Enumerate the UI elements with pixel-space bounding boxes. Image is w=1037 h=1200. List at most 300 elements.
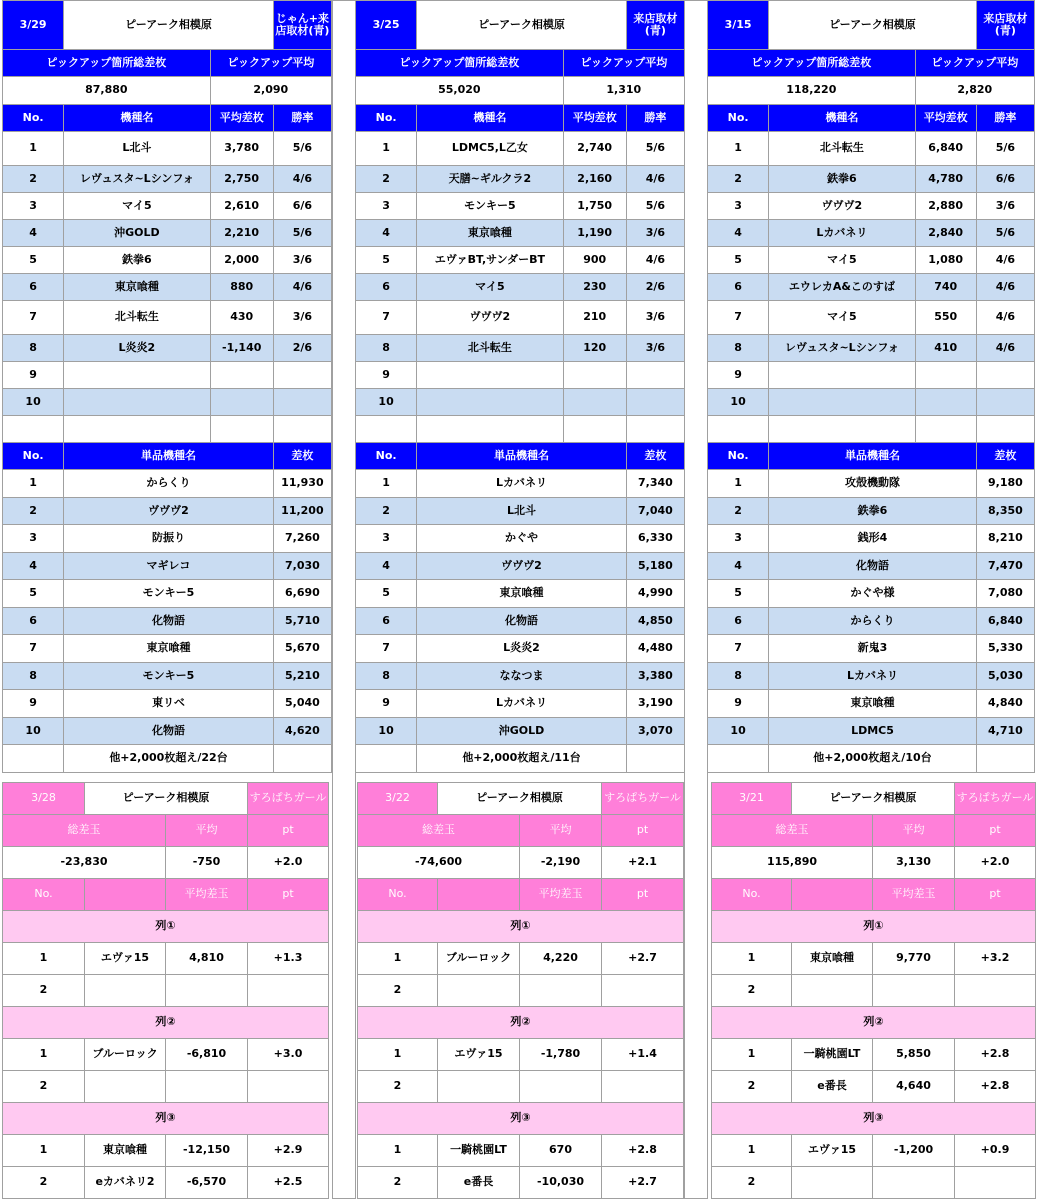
col-no: No. [712,879,792,911]
cell-avg: 4,220 [520,943,602,975]
cell-pt: +2.7 [602,1167,684,1199]
cell-no: 2 [712,1071,792,1103]
footer-text: 他+2,000枚超え/22台 [64,745,274,773]
cell-name: 鉄拳6 [64,247,210,274]
total-value: 115,890 [712,847,873,879]
cell-name [769,362,915,389]
cell-no: 8 [3,335,64,362]
cell-name [438,975,520,1007]
col-no: No. [708,105,769,132]
blue-panel-1 [2,0,332,773]
cell-avg: 1,750 [563,193,626,220]
cell-avg: 230 [563,274,626,301]
avg-value: 3,130 [873,847,955,879]
store-cell: ピーアーク相模原 [438,783,602,815]
cell-avg: 4,810 [166,943,248,975]
gap-column [332,0,356,1200]
footer-text: 他+2,000枚超え/11台 [417,745,627,773]
pink-panel-3 [711,782,1036,1199]
footer-spacer [708,745,769,773]
pt-value: +2.0 [248,847,329,879]
single-row [3,525,332,553]
cell-diff: 7,470 [976,553,1034,580]
date-cell: 3/21 [712,783,792,815]
group-row [3,911,329,943]
cell-pt: +2.8 [602,1135,684,1167]
cell-no: 3 [356,193,417,220]
cell-avg [210,362,273,389]
pink-header [3,783,329,815]
cell-name: エヴァ15 [85,943,166,975]
cell-no: 2 [356,166,417,193]
cell-no: 4 [708,220,769,247]
cell-no: 4 [356,220,417,247]
cell-no: 10 [3,389,64,416]
pick-row [3,274,332,301]
cell-avg: 210 [563,301,626,335]
gap-column [684,0,708,1200]
cell-no [3,416,64,443]
pick-row [3,335,332,362]
cell-no: 6 [708,274,769,301]
group-item-row [712,975,1036,1007]
cell-avg: 2,840 [915,220,976,247]
cell-avg: 670 [520,1135,602,1167]
group-item-row [3,1135,329,1167]
group-label: 列③ [358,1103,684,1135]
single-row [356,498,685,525]
cell-no: 10 [708,389,769,416]
cell-no [708,416,769,443]
pick-header-row [708,105,1035,132]
pick-row [3,301,332,335]
col-no: No. [3,105,64,132]
pt-value: +2.1 [602,847,684,879]
total-label: 総差玉 [358,815,520,847]
cell-avg: -1,200 [873,1135,955,1167]
date-cell: 3/22 [358,783,438,815]
cell-no: 2 [3,1167,85,1199]
pink-summary-label-row [3,815,329,847]
avg-label: 平均 [873,815,955,847]
group-item-row [358,1167,684,1199]
cell-name: ヴヴヴ2 [64,498,274,525]
cell-win [976,389,1034,416]
cell-no: 2 [3,1071,85,1103]
store-cell: ピーアーク相模原 [64,1,274,50]
cell-no: 7 [356,635,417,663]
col-avg: 平均差玉 [520,879,602,911]
cell-win: 6/6 [273,193,331,220]
cell-diff: 5,040 [273,690,331,718]
avg-value: -2,190 [520,847,602,879]
cell-no: 2 [3,975,85,1007]
cell-no: 6 [3,608,64,635]
cell-name: からくり [64,470,274,498]
cell-name: L炎炎2 [417,635,627,663]
cell-no: 9 [708,690,769,718]
footer-row [356,745,685,773]
cell-avg: 2,880 [915,193,976,220]
cell-avg: 1,190 [563,220,626,247]
cell-win: 4/6 [626,247,684,274]
event-cell: すろぱちガール [602,783,684,815]
cell-name [85,975,166,1007]
group-item-row [358,943,684,975]
cell-name: L北斗 [417,498,627,525]
cell-no: 9 [3,690,64,718]
cell-avg [166,1071,248,1103]
pink-summary-label-row [712,815,1036,847]
cell-diff: 4,710 [976,718,1034,745]
cell-no: 5 [708,580,769,608]
gap-cell [333,1,356,1199]
cell-no: 5 [356,247,417,274]
event-cell: じゃん+来店取材(青) [273,1,331,50]
cell-no: 1 [708,470,769,498]
col-pt: pt [955,879,1036,911]
cell-name [769,416,915,443]
single-row [3,718,332,745]
cell-no: 2 [358,1071,438,1103]
cell-no: 1 [358,943,438,975]
cell-win [273,389,331,416]
cell-avg: -10,030 [520,1167,602,1199]
summary-label-row [708,50,1035,77]
cell-win: 5/6 [976,220,1034,247]
cell-avg [873,975,955,1007]
cell-pt: +1.4 [602,1039,684,1071]
cell-name: ブルーロック [438,943,520,975]
pick-row [3,416,332,443]
cell-no: 6 [708,608,769,635]
avg-value: 2,090 [210,77,331,105]
cell-pt: +2.8 [955,1039,1036,1071]
cell-pt: +2.8 [955,1071,1036,1103]
col-no: No. [708,443,769,470]
pick-row [708,274,1035,301]
cell-no: 4 [708,553,769,580]
cell-avg [166,975,248,1007]
pink-col-header-row [3,879,329,911]
cell-name: 天膳~ギルクラ2 [417,166,563,193]
cell-name: ヴヴヴ2 [417,553,627,580]
cell-no: 2 [708,166,769,193]
cell-name: 鉄拳6 [769,498,977,525]
pick-row [356,247,685,274]
cell-name: レヴュスタ~Lシンフォ [769,335,915,362]
cell-name: エヴァBT,サンダーBT [417,247,563,274]
pink-summary-value-row [712,847,1036,879]
cell-win: 4/6 [976,247,1034,274]
single-header-row [708,443,1035,470]
single-row [356,580,685,608]
pick-row [356,132,685,166]
col-single-name: 単品機種名 [417,443,627,470]
cell-name: 化物語 [64,608,274,635]
cell-no: 6 [3,274,64,301]
pick-row [708,335,1035,362]
cell-win [273,362,331,389]
col-no: No. [356,105,417,132]
pick-row [708,193,1035,220]
cell-win: 5/6 [273,220,331,247]
col-diff: 差枚 [976,443,1034,470]
cell-avg [563,389,626,416]
cell-name: Lカバネリ [769,220,915,247]
cell-name: 防振り [64,525,274,553]
date-cell: 3/28 [3,783,85,815]
cell-name: e番長 [438,1167,520,1199]
footer-row [3,745,332,773]
col-avg: 平均差枚 [210,105,273,132]
cell-pt: +3.2 [955,943,1036,975]
cell-name: マギレコ [64,553,274,580]
cell-win: 4/6 [976,335,1034,362]
cell-avg: 430 [210,301,273,335]
cell-win [273,416,331,443]
cell-name: LDMC5 [769,718,977,745]
col-win: 勝率 [976,105,1034,132]
single-row [356,635,685,663]
group-row [712,1103,1036,1135]
date-cell: 3/25 [356,1,417,50]
pick-row [708,301,1035,335]
store-cell: ピーアーク相模原 [792,783,955,815]
cell-avg: 1,080 [915,247,976,274]
cell-no: 4 [3,220,64,247]
total-value: 118,220 [708,77,916,105]
gap-cell [685,1,708,1199]
cell-avg: 550 [915,301,976,335]
cell-diff: 8,350 [976,498,1034,525]
cell-avg [915,362,976,389]
cell-win: 2/6 [273,335,331,362]
cell-pt: +0.9 [955,1135,1036,1167]
cell-win: 3/6 [626,220,684,247]
cell-name: 東リベ [64,690,274,718]
cell-name: 東京喰種 [417,580,627,608]
cell-name: ヴヴヴ2 [417,301,563,335]
cell-win: 3/6 [273,247,331,274]
cell-no: 2 [3,166,64,193]
pick-row [356,193,685,220]
cell-name: 沖GOLD [64,220,210,247]
col-no: No. [3,879,85,911]
cell-avg: 2,210 [210,220,273,247]
group-label: 列② [712,1007,1036,1039]
cell-name: 攻殻機動隊 [769,470,977,498]
pink-panel-2 [357,782,684,1199]
cell-name: からくり [769,608,977,635]
cell-avg: 2,740 [563,132,626,166]
cell-name [769,389,915,416]
cell-name: ヴヴヴ2 [769,193,915,220]
pt-label: pt [955,815,1036,847]
cell-no: 5 [356,580,417,608]
cell-avg: 2,160 [563,166,626,193]
cell-name: マイ5 [769,247,915,274]
cell-no: 3 [3,525,64,553]
cell-win [626,416,684,443]
store-cell: ピーアーク相模原 [769,1,977,50]
group-row [358,1007,684,1039]
cell-name: 北斗転生 [64,301,210,335]
pick-row [3,220,332,247]
footer-spacer [976,745,1034,773]
cell-diff: 5,180 [626,553,684,580]
avg-value: 1,310 [563,77,684,105]
cell-name: モンキー5 [64,663,274,690]
cell-name: 銭形4 [769,525,977,553]
single-row [3,553,332,580]
cell-avg: 9,770 [873,943,955,975]
cell-diff: 6,840 [976,608,1034,635]
group-item-row [712,1167,1036,1199]
cell-no: 8 [708,335,769,362]
group-label: 列① [712,911,1036,943]
cell-win [626,362,684,389]
cell-no: 1 [712,1039,792,1071]
cell-name: L北斗 [64,132,210,166]
single-row [356,663,685,690]
col-win: 勝率 [626,105,684,132]
pt-label: pt [602,815,684,847]
group-item-row [712,1039,1036,1071]
cell-pt: +1.3 [248,943,329,975]
cell-pt: +2.9 [248,1135,329,1167]
single-row [356,718,685,745]
cell-name [64,416,210,443]
pick-row [356,335,685,362]
cell-name: ななつま [417,663,627,690]
store-cell: ピーアーク相模原 [85,783,248,815]
cell-no: 4 [3,553,64,580]
cell-win [976,362,1034,389]
cell-avg [520,975,602,1007]
cell-name: 新鬼3 [769,635,977,663]
cell-no: 2 [358,975,438,1007]
cell-name: 東京喰種 [792,943,873,975]
avg-label: ピックアップ平均 [563,50,684,77]
summary-label-row [356,50,685,77]
cell-avg: 2,000 [210,247,273,274]
pink-summary-value-row [358,847,684,879]
cell-no: 7 [3,301,64,335]
cell-pt [602,975,684,1007]
cell-diff: 4,990 [626,580,684,608]
pick-row [356,389,685,416]
col-name: 機種名 [64,105,210,132]
group-item-row [3,1039,329,1071]
single-row [3,498,332,525]
pick-row [708,166,1035,193]
group-row [712,911,1036,943]
cell-win: 5/6 [626,132,684,166]
cell-diff: 4,850 [626,608,684,635]
total-label: ピックアップ箇所総差枚 [708,50,916,77]
cell-name [85,1071,166,1103]
single-row [3,470,332,498]
group-item-row [712,943,1036,975]
cell-no: 2 [708,498,769,525]
cell-diff: 7,040 [626,498,684,525]
col-name [792,879,873,911]
group-item-row [3,975,329,1007]
cell-pt: +2.7 [602,943,684,975]
blue-panel-2 [355,0,685,773]
cell-no: 9 [356,690,417,718]
event-cell: すろぱちガール [955,783,1036,815]
col-name: 機種名 [769,105,915,132]
pick-header-row [356,105,685,132]
cell-win: 3/6 [273,301,331,335]
cell-no: 7 [356,301,417,335]
cell-name: マイ5 [64,193,210,220]
group-item-row [3,1071,329,1103]
cell-diff: 4,480 [626,635,684,663]
pt-value: +2.0 [955,847,1036,879]
cell-win: 5/6 [626,193,684,220]
pick-row [708,362,1035,389]
cell-win: 2/6 [626,274,684,301]
cell-avg: -6,810 [166,1039,248,1071]
col-avg: 平均差枚 [563,105,626,132]
cell-no: 1 [712,943,792,975]
cell-name: 沖GOLD [417,718,627,745]
pink-summary-label-row [358,815,684,847]
footer-spacer [626,745,684,773]
cell-no: 1 [708,132,769,166]
cell-name: 北斗転生 [417,335,563,362]
col-single-name: 単品機種名 [64,443,274,470]
cell-avg: 120 [563,335,626,362]
pink-col-header-row [358,879,684,911]
cell-no: 1 [358,1039,438,1071]
cell-name: 一騎桃園LT [792,1039,873,1071]
total-value: 87,880 [3,77,211,105]
footer-spacer [273,745,331,773]
cell-name: エヴァ15 [792,1135,873,1167]
cell-no: 1 [356,132,417,166]
cell-avg [873,1167,955,1199]
cell-name: 北斗転生 [769,132,915,166]
total-value: -74,600 [358,847,520,879]
cell-avg: 2,610 [210,193,273,220]
col-no: No. [358,879,438,911]
group-label: 列③ [3,1103,329,1135]
pick-row [356,274,685,301]
cell-name [417,362,563,389]
panel-header [356,1,685,50]
cell-name: エヴァ15 [438,1039,520,1071]
cell-diff: 5,030 [976,663,1034,690]
single-row [356,608,685,635]
cell-name: かぐや [417,525,627,553]
pick-row [708,220,1035,247]
total-value: -23,830 [3,847,166,879]
cell-avg [520,1071,602,1103]
cell-diff: 6,690 [273,580,331,608]
cell-diff: 5,670 [273,635,331,663]
pick-row [356,362,685,389]
pick-row [356,416,685,443]
cell-name [64,362,210,389]
event-cell: 来店取材(青) [976,1,1034,50]
summary-value-row [3,77,332,105]
col-name [438,879,520,911]
single-row [356,690,685,718]
